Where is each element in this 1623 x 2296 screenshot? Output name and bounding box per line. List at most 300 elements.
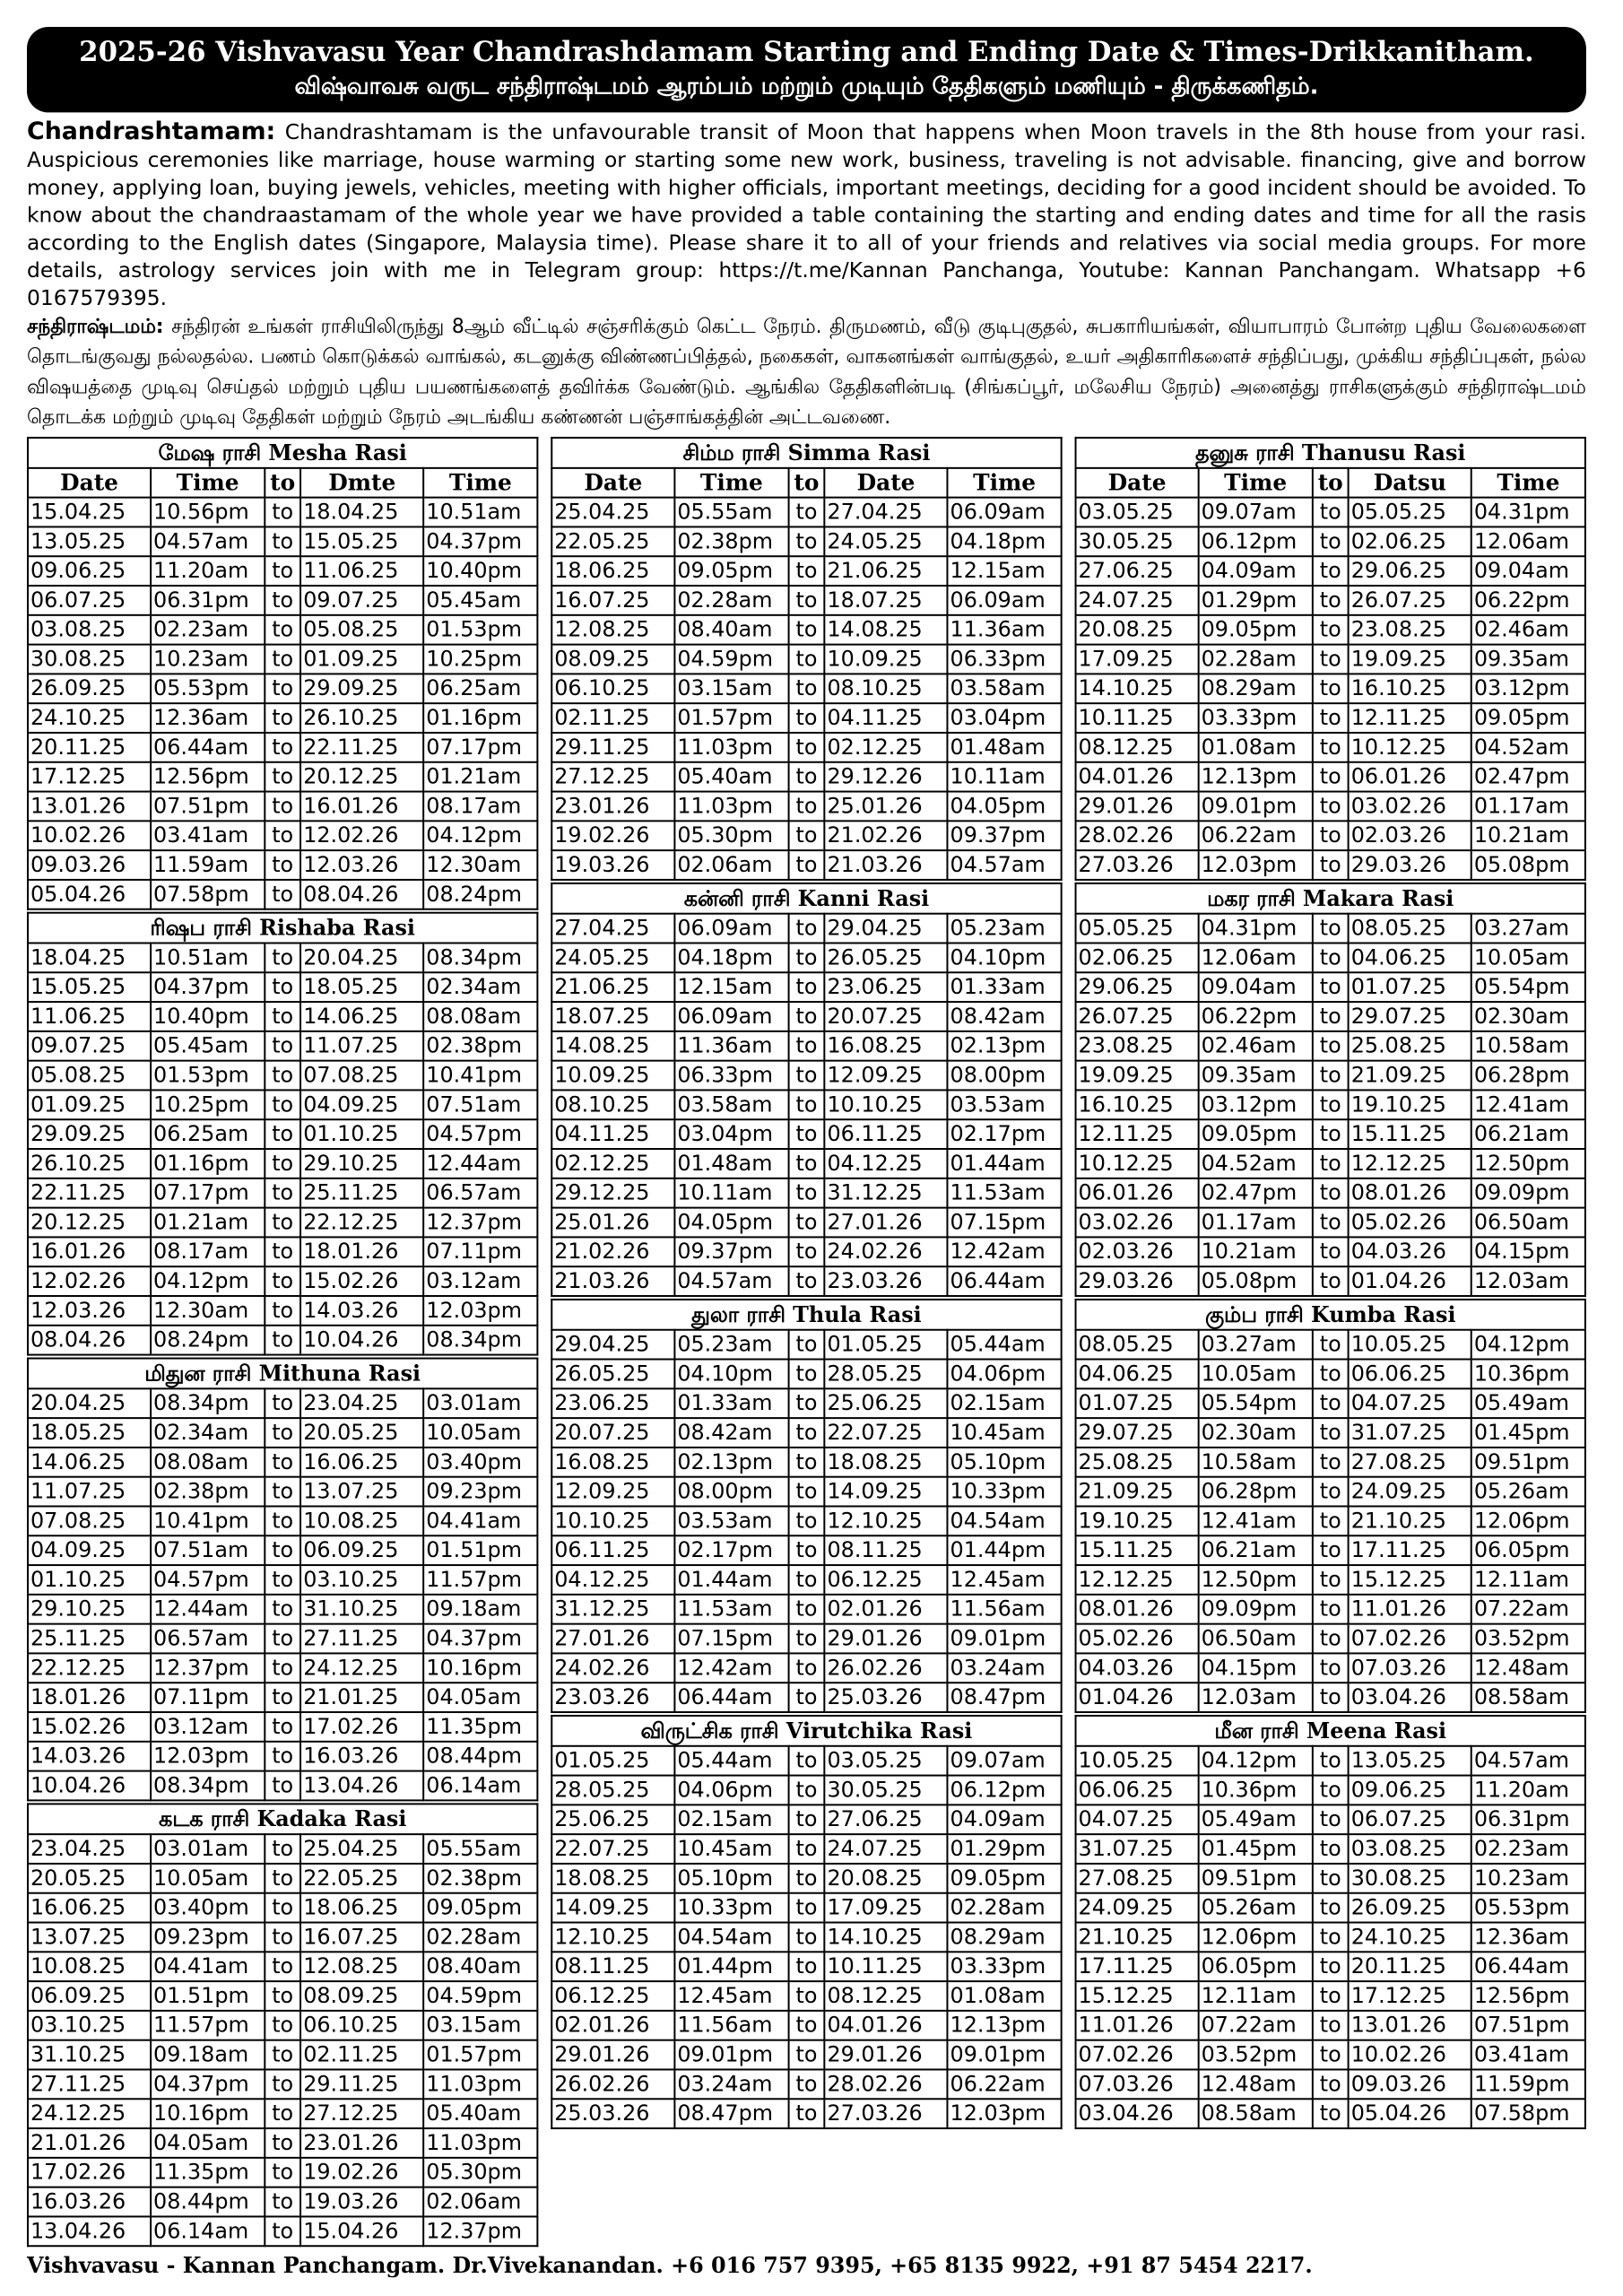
intro-text: Chandrashtamam is the unfavourable transit of Moon that happens when Moon travels in the 8th house from your rasi. Auspicious ceremonies like marriage, house warming or starting some new work, business, traveling is not advisable. financing, give and borrow money, applying loan, buying jewels, vehicles, meeting with higher officials, important meetings, deciding for a good incident should be avoided. To know about the chandraastamam of the whole year we have provided a table containing the starting and ending dates and time for all the rasis according to the English dates (Singapore, Malaysia time). Please share it to all of your friends and relatives via social media groups. For more details, astrology services join with me in Telegram group: https://t.me/Kannan Panchanga, Youtube: Kannan Panchangam. Whatsapp +6 0167579395. xyxy=(27,119,1586,310)
date-cell: 10.05.25 xyxy=(1076,1746,1199,1776)
time-cell: 09.37pm xyxy=(948,821,1062,850)
table-row xyxy=(551,850,1061,880)
date-cell: 18.01.26 xyxy=(28,1683,151,1712)
to-cell: to xyxy=(788,526,824,556)
date-cell: 11.06.25 xyxy=(28,1002,151,1031)
date-cell: 13.07.25 xyxy=(28,1923,151,1952)
time-cell: 12.03pm xyxy=(948,2099,1062,2128)
time-cell: 05.55am xyxy=(674,498,788,527)
date-cell: 23.04.25 xyxy=(300,1388,423,1418)
date-cell: 28.05.25 xyxy=(551,1776,674,1805)
time-cell: 01.16pm xyxy=(151,1149,265,1178)
table-row xyxy=(28,1624,537,1654)
time-cell: 09.35am xyxy=(1471,645,1585,674)
date-cell: 07.03.26 xyxy=(1076,2069,1199,2099)
rasi-block xyxy=(551,1299,1062,1713)
table-row xyxy=(551,821,1061,850)
time-cell: 04.06pm xyxy=(674,1776,788,1805)
to-cell: to xyxy=(265,2099,300,2128)
date-cell: 07.08.25 xyxy=(300,1061,423,1091)
table-row xyxy=(551,1149,1061,1178)
date-cell: 13.01.26 xyxy=(28,792,151,822)
rasi-block xyxy=(551,1715,1062,2129)
time-cell: 06.12pm xyxy=(948,1776,1062,1805)
date-cell: 10.02.26 xyxy=(28,821,151,850)
date-cell: 19.09.25 xyxy=(1076,1061,1199,1091)
date-cell: 29.09.25 xyxy=(300,674,423,703)
rasi-block xyxy=(27,1358,538,1802)
time-cell: 04.06pm xyxy=(948,1360,1062,1389)
time-cell: 04.09am xyxy=(1199,556,1313,586)
table-row xyxy=(1076,1266,1585,1296)
time-cell: 05.40am xyxy=(674,762,788,792)
date-cell: 10.02.26 xyxy=(1349,2040,1471,2070)
date-cell: 28.02.26 xyxy=(1076,821,1199,850)
table-row xyxy=(28,1712,537,1742)
to-cell: to xyxy=(788,1448,824,1477)
table-row xyxy=(551,1923,1061,1952)
to-cell: to xyxy=(1313,1208,1349,1238)
date-cell: 05.05.25 xyxy=(1349,498,1471,527)
time-cell: 01.29pm xyxy=(948,1834,1062,1864)
time-cell: 09.01pm xyxy=(948,1624,1062,1654)
date-cell: 14.08.25 xyxy=(551,1031,674,1061)
time-cell: 05.53pm xyxy=(151,674,265,703)
date-cell: 23.06.25 xyxy=(825,972,948,1002)
date-cell: 12.08.25 xyxy=(551,615,674,645)
date-cell: 27.12.25 xyxy=(551,762,674,792)
date-cell: 24.10.25 xyxy=(1349,1923,1471,1952)
time-cell: 10.45am xyxy=(674,1834,788,1864)
date-cell: 13.05.25 xyxy=(1349,1746,1471,1776)
time-cell: 02.46am xyxy=(1471,615,1585,645)
time-cell: 10.05am xyxy=(423,1418,537,1448)
time-cell: 10.25pm xyxy=(423,645,537,674)
time-cell: 06.22pm xyxy=(1199,1002,1313,1031)
date-cell: 16.03.26 xyxy=(300,1742,423,1771)
to-cell: to xyxy=(1313,1624,1349,1654)
date-cell: 29.07.25 xyxy=(1076,1418,1199,1448)
date-cell: 15.05.25 xyxy=(28,972,151,1002)
rasi-title: கன்னி ராசி Kanni Rasi xyxy=(551,883,1062,913)
table-row xyxy=(551,1237,1061,1266)
time-cell: 01.44am xyxy=(674,1565,788,1595)
date-cell: 04.12.25 xyxy=(825,1149,948,1178)
time-cell: 08.08am xyxy=(423,1002,537,1031)
date-cell: 04.03.26 xyxy=(1076,1653,1199,1683)
to-cell: to xyxy=(1313,2099,1349,2128)
to-cell: to xyxy=(1313,821,1349,850)
time-cell: 07.17pm xyxy=(151,1178,265,1208)
date-cell: 12.11.25 xyxy=(1349,703,1471,733)
date-cell: 18.05.25 xyxy=(28,1418,151,1448)
time-cell: 10.21am xyxy=(1471,821,1585,850)
time-cell: 11.56am xyxy=(674,2011,788,2040)
to-cell: to xyxy=(1313,1506,1349,1535)
date-cell: 25.11.25 xyxy=(28,1624,151,1654)
time-cell: 05.08pm xyxy=(1471,850,1585,880)
time-cell: 01.21am xyxy=(423,762,537,792)
time-cell: 01.48am xyxy=(948,733,1062,762)
date-cell: 14.09.25 xyxy=(551,1893,674,1923)
table-row xyxy=(28,880,537,909)
date-cell: 31.07.25 xyxy=(1076,1834,1199,1864)
date-cell: 26.07.25 xyxy=(1076,1002,1199,1031)
time-cell: 03.52pm xyxy=(1471,1624,1585,1654)
time-cell: 04.12pm xyxy=(151,1266,265,1296)
to-cell: to xyxy=(265,1031,300,1061)
to-cell: to xyxy=(265,2069,300,2099)
to-cell: to xyxy=(265,586,300,615)
date-cell: 06.12.25 xyxy=(825,1565,948,1595)
date-cell: 21.02.26 xyxy=(825,821,948,850)
time-cell: 12.13pm xyxy=(948,2011,1062,2040)
time-cell: 03.15am xyxy=(423,2011,537,2040)
time-cell: 03.04pm xyxy=(674,1119,788,1149)
table-row xyxy=(28,1002,537,1031)
time-cell: 10.23am xyxy=(151,645,265,674)
date-cell: 24.07.25 xyxy=(1076,586,1199,615)
date-cell: 31.10.25 xyxy=(300,1595,423,1624)
table-row xyxy=(551,526,1061,556)
time-cell: 08.00pm xyxy=(674,1477,788,1507)
table-row xyxy=(28,674,537,703)
rasi-column-1 xyxy=(27,437,538,2248)
time-cell: 10.11am xyxy=(948,762,1062,792)
date-cell: 24.12.25 xyxy=(28,2099,151,2128)
date-cell: 06.06.25 xyxy=(1076,1776,1199,1805)
time-cell: 12.44am xyxy=(423,1149,537,1178)
time-cell: 10.33pm xyxy=(674,1893,788,1923)
time-cell: 11.56am xyxy=(948,1595,1062,1624)
time-cell: 05.10pm xyxy=(948,1448,1062,1477)
time-cell: 05.08pm xyxy=(1199,1266,1313,1296)
table-row xyxy=(28,972,537,1002)
table-row xyxy=(1076,526,1585,556)
table-row xyxy=(551,1388,1061,1418)
table-row xyxy=(1076,1893,1585,1923)
date-cell: 10.04.26 xyxy=(28,1771,151,1801)
date-cell: 06.09.25 xyxy=(300,1535,423,1565)
to-cell: to xyxy=(265,674,300,703)
column-header: Time xyxy=(423,468,537,498)
date-cell: 27.11.25 xyxy=(300,1624,423,1654)
date-cell: 09.07.25 xyxy=(300,586,423,615)
rasi-block xyxy=(1075,1299,1586,1713)
date-cell: 25.08.25 xyxy=(1349,1031,1471,1061)
date-cell: 11.01.26 xyxy=(1076,2011,1199,2040)
date-cell: 08.10.25 xyxy=(825,674,948,703)
rasi-block xyxy=(27,912,538,1356)
date-cell: 24.09.25 xyxy=(1349,1477,1471,1507)
time-cell: 11.03pm xyxy=(423,2128,537,2158)
table-row xyxy=(1076,1776,1585,1805)
date-cell: 19.09.25 xyxy=(1349,645,1471,674)
to-cell: to xyxy=(265,2128,300,2158)
rasi-column-2 xyxy=(551,437,1062,2248)
to-cell: to xyxy=(265,1981,300,2011)
table-row xyxy=(1076,1565,1585,1595)
time-cell: 03.40pm xyxy=(151,1893,265,1923)
table-row xyxy=(1076,943,1585,972)
date-cell: 14.06.25 xyxy=(300,1002,423,1031)
to-cell: to xyxy=(1313,1002,1349,1031)
time-cell: 06.09am xyxy=(674,914,788,944)
time-cell: 02.28am xyxy=(423,1923,537,1952)
table-row xyxy=(1076,1864,1585,1893)
date-cell: 27.06.25 xyxy=(1076,556,1199,586)
rasi-title: தனுசு ராசி Thanusu Rasi xyxy=(1075,437,1586,467)
to-cell: to xyxy=(265,1418,300,1448)
time-cell: 06.14am xyxy=(151,2216,265,2246)
time-cell: 02.06am xyxy=(674,850,788,880)
time-cell: 03.33pm xyxy=(948,1952,1062,1981)
time-cell: 05.49am xyxy=(1199,1805,1313,1834)
date-cell: 12.09.25 xyxy=(551,1477,674,1507)
table-row xyxy=(1076,762,1585,792)
column-header: Time xyxy=(1471,468,1585,498)
time-cell: 08.17am xyxy=(151,1237,265,1266)
rasi-title: ரிஷப ராசி Rishaba Rasi xyxy=(27,912,538,943)
date-cell: 18.08.25 xyxy=(551,1864,674,1893)
date-cell: 13.05.25 xyxy=(28,526,151,556)
table-row xyxy=(551,1061,1061,1091)
time-cell: 06.44am xyxy=(674,1683,788,1712)
date-cell: 24.07.25 xyxy=(825,1834,948,1864)
table-row xyxy=(551,1595,1061,1624)
time-cell: 09.18am xyxy=(423,1595,537,1624)
table-row xyxy=(1076,2011,1585,2040)
table-row xyxy=(1076,1178,1585,1208)
date-cell: 29.11.25 xyxy=(300,2069,423,2099)
time-cell: 01.17am xyxy=(1199,1208,1313,1238)
table-row xyxy=(1076,1952,1585,1981)
rasi-title: துலா ராசி Thula Rasi xyxy=(551,1299,1062,1329)
to-cell: to xyxy=(1313,1565,1349,1595)
date-cell: 08.11.25 xyxy=(551,1952,674,1981)
date-cell: 29.06.25 xyxy=(1076,972,1199,1002)
time-cell: 06.22am xyxy=(1199,821,1313,850)
to-cell: to xyxy=(788,2099,824,2128)
table-row xyxy=(28,1237,537,1266)
to-cell: to xyxy=(265,1296,300,1326)
time-cell: 08.08am xyxy=(151,1448,265,1477)
date-cell: 01.10.25 xyxy=(28,1565,151,1595)
date-cell: 26.07.25 xyxy=(1349,586,1471,615)
table-row xyxy=(1076,1834,1585,1864)
date-cell: 02.01.26 xyxy=(551,2011,674,2040)
time-cell: 04.10pm xyxy=(948,943,1062,972)
time-cell: 03.53am xyxy=(948,1090,1062,1119)
time-cell: 06.14am xyxy=(423,1771,537,1801)
time-cell: 10.51am xyxy=(423,498,537,527)
date-cell: 20.08.25 xyxy=(825,1864,948,1893)
date-cell: 27.01.26 xyxy=(551,1624,674,1654)
to-cell: to xyxy=(265,556,300,586)
to-cell: to xyxy=(265,1326,300,1355)
table-row xyxy=(28,2069,537,2099)
time-cell: 11.36am xyxy=(674,1031,788,1061)
time-cell: 09.05pm xyxy=(423,1893,537,1923)
time-cell: 08.24pm xyxy=(151,1326,265,1355)
time-cell: 04.31pm xyxy=(1199,914,1313,944)
date-cell: 21.09.25 xyxy=(1349,1061,1471,1091)
time-cell: 12.45am xyxy=(948,1565,1062,1595)
time-cell: 01.21am xyxy=(151,1208,265,1238)
time-cell: 06.25am xyxy=(151,1119,265,1149)
date-cell: 20.07.25 xyxy=(551,1418,674,1448)
time-cell: 03.01am xyxy=(151,1834,265,1864)
intro-tamil xyxy=(27,312,1586,433)
table-row xyxy=(28,1535,537,1565)
table-row xyxy=(1076,1535,1585,1565)
time-cell: 12.45am xyxy=(674,1981,788,2011)
table-row xyxy=(28,1090,537,1119)
date-cell: 05.08.25 xyxy=(28,1061,151,1091)
date-cell: 24.09.25 xyxy=(1076,1893,1199,1923)
time-cell: 11.59am xyxy=(151,850,265,880)
table-row xyxy=(1076,733,1585,762)
date-cell: 10.12.25 xyxy=(1076,1149,1199,1178)
time-cell: 07.15pm xyxy=(948,1208,1062,1238)
time-cell: 10.36pm xyxy=(1199,1776,1313,1805)
to-cell: to xyxy=(788,821,824,850)
time-cell: 04.15pm xyxy=(1199,1653,1313,1683)
table-row xyxy=(28,498,537,527)
time-cell: 03.12am xyxy=(151,1712,265,1742)
table-row xyxy=(551,674,1061,703)
time-cell: 10.36pm xyxy=(1471,1360,1585,1389)
to-cell: to xyxy=(1313,1448,1349,1477)
time-cell: 11.57pm xyxy=(423,1565,537,1595)
time-cell: 12.56pm xyxy=(151,762,265,792)
to-cell: to xyxy=(1313,1805,1349,1834)
time-cell: 03.24am xyxy=(948,1653,1062,1683)
to-cell: to xyxy=(265,2187,300,2217)
table-row xyxy=(28,1981,537,2011)
date-cell: 02.03.26 xyxy=(1349,821,1471,850)
table-row xyxy=(551,556,1061,586)
date-cell: 22.12.25 xyxy=(28,1653,151,1683)
time-cell: 12.36am xyxy=(1471,1923,1585,1952)
table-row xyxy=(28,556,537,586)
to-cell: to xyxy=(788,792,824,822)
to-cell: to xyxy=(265,1864,300,1893)
to-cell: to xyxy=(788,1061,824,1091)
table-row xyxy=(28,1418,537,1448)
date-cell: 15.12.25 xyxy=(1349,1565,1471,1595)
date-cell: 08.11.25 xyxy=(825,1535,948,1565)
date-cell: 24.02.26 xyxy=(551,1653,674,1683)
date-cell: 05.08.25 xyxy=(300,615,423,645)
table-row xyxy=(1076,498,1585,527)
to-cell: to xyxy=(788,1208,824,1238)
date-cell: 04.09.25 xyxy=(300,1090,423,1119)
to-cell: to xyxy=(1313,733,1349,762)
time-cell: 03.04pm xyxy=(948,703,1062,733)
date-cell: 02.03.26 xyxy=(1076,1237,1199,1266)
time-cell: 12.44am xyxy=(151,1595,265,1624)
date-cell: 13.07.25 xyxy=(300,1477,423,1507)
table-row xyxy=(28,1565,537,1595)
time-cell: 11.57pm xyxy=(151,2011,265,2040)
date-cell: 12.08.25 xyxy=(300,1952,423,1981)
date-cell: 29.12.25 xyxy=(551,1178,674,1208)
table-row xyxy=(1076,674,1585,703)
date-cell: 16.08.25 xyxy=(551,1448,674,1477)
date-cell: 10.10.25 xyxy=(825,1090,948,1119)
table-row xyxy=(551,1266,1061,1296)
time-cell: 10.58am xyxy=(1199,1448,1313,1477)
time-cell: 08.29am xyxy=(1199,674,1313,703)
time-cell: 12.03am xyxy=(1471,1266,1585,1296)
date-cell: 19.03.26 xyxy=(300,2187,423,2217)
time-cell: 08.44pm xyxy=(423,1742,537,1771)
date-cell: 19.10.25 xyxy=(1076,1506,1199,1535)
date-cell: 29.10.25 xyxy=(28,1595,151,1624)
time-cell: 06.09am xyxy=(674,1002,788,1031)
date-cell: 27.08.25 xyxy=(1349,1448,1471,1477)
to-cell: to xyxy=(1313,1090,1349,1119)
time-cell: 01.57pm xyxy=(674,703,788,733)
date-cell: 18.01.26 xyxy=(300,1237,423,1266)
time-cell: 02.38pm xyxy=(674,526,788,556)
date-cell: 02.01.26 xyxy=(825,1595,948,1624)
to-cell: to xyxy=(1313,1061,1349,1091)
time-cell: 09.23pm xyxy=(151,1923,265,1952)
to-cell: to xyxy=(265,1061,300,1091)
table-row xyxy=(28,733,537,762)
time-cell: 02.28am xyxy=(674,586,788,615)
to-cell: to xyxy=(788,1624,824,1654)
time-cell: 07.51pm xyxy=(151,792,265,822)
date-cell: 17.02.26 xyxy=(28,2158,151,2187)
date-cell: 21.01.26 xyxy=(28,2128,151,2158)
time-cell: 05.23am xyxy=(674,1330,788,1360)
date-cell: 23.04.25 xyxy=(28,1834,151,1864)
date-cell: 14.08.25 xyxy=(825,615,948,645)
date-cell: 27.04.25 xyxy=(551,914,674,944)
time-cell: 03.52pm xyxy=(1199,2040,1313,2070)
time-cell: 09.01pm xyxy=(1199,792,1313,822)
table-row xyxy=(1076,1653,1585,1683)
date-cell: 20.08.25 xyxy=(1076,615,1199,645)
date-cell: 23.01.26 xyxy=(300,2128,423,2158)
date-cell: 26.09.25 xyxy=(28,674,151,703)
date-cell: 10.11.25 xyxy=(1076,703,1199,733)
date-cell: 06.09.25 xyxy=(28,1981,151,2011)
table-row xyxy=(28,615,537,645)
to-cell: to xyxy=(788,1952,824,1981)
time-cell: 08.40am xyxy=(423,1952,537,1981)
to-cell: to xyxy=(265,1893,300,1923)
table-row xyxy=(551,1506,1061,1535)
to-cell: to xyxy=(1313,1031,1349,1061)
date-cell: 10.08.25 xyxy=(28,1952,151,1981)
time-cell: 01.44am xyxy=(948,1149,1062,1178)
time-cell: 06.05pm xyxy=(1199,1952,1313,1981)
time-cell: 03.41am xyxy=(1471,2040,1585,2070)
table-row xyxy=(28,1653,537,1683)
time-cell: 02.30am xyxy=(1471,1002,1585,1031)
time-cell: 04.41am xyxy=(423,1506,537,1535)
time-cell: 09.23pm xyxy=(423,1477,537,1507)
to-cell: to xyxy=(788,1506,824,1535)
date-cell: 03.02.26 xyxy=(1076,1208,1199,1238)
time-cell: 06.21am xyxy=(1199,1535,1313,1565)
time-cell: 03.12pm xyxy=(1199,1090,1313,1119)
time-cell: 05.26am xyxy=(1199,1893,1313,1923)
